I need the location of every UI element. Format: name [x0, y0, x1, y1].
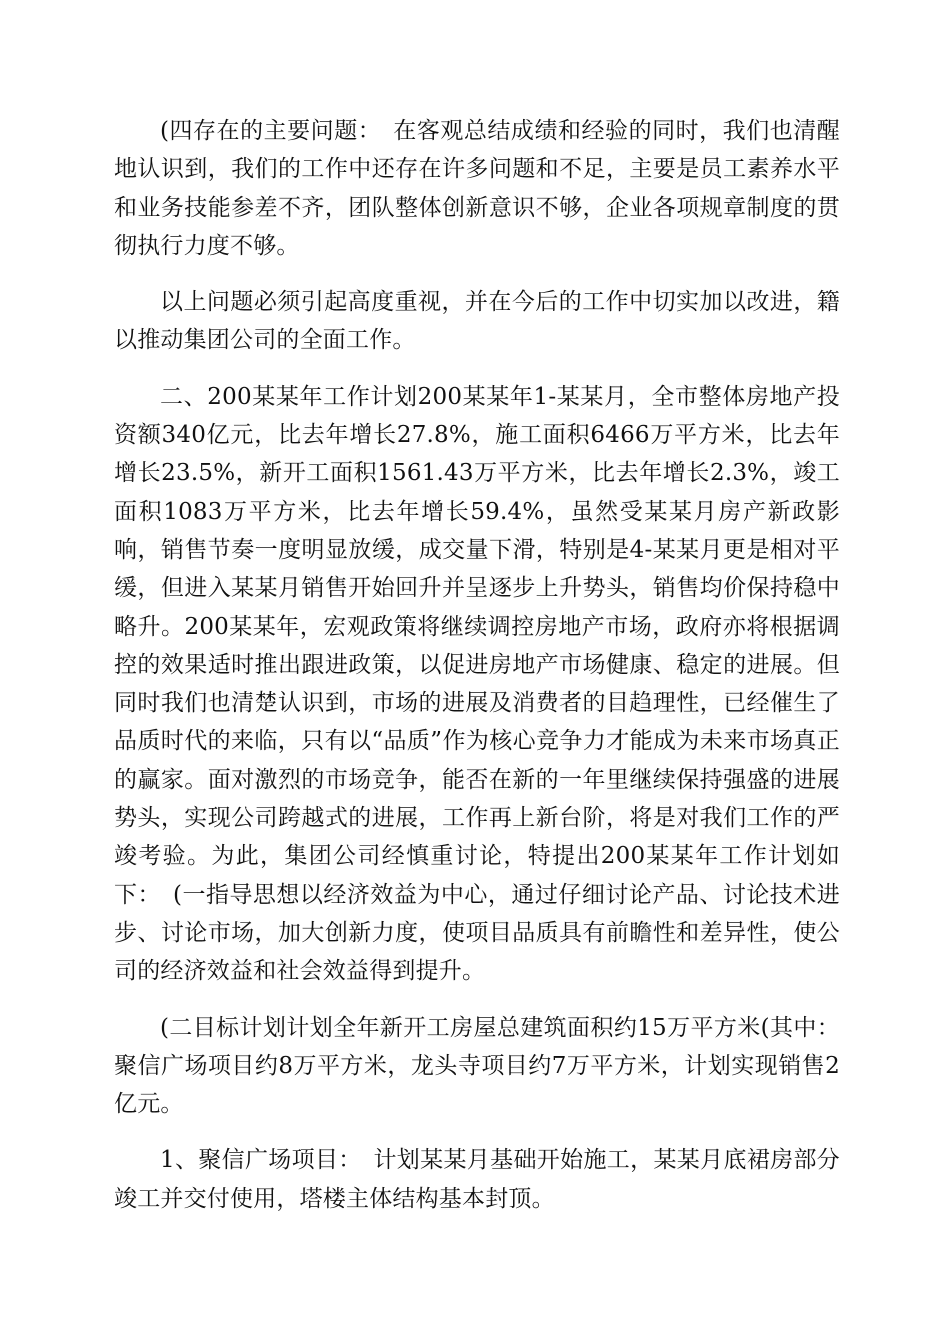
paragraph-existing-problems: (四存在的主要问题： 在客观总结成绩和经验的同时，我们也清醒地认识到，我们的工作中还存在许多问题和不足，主要是员工素养水平和业务技能参差不齐，团队整体创新意识不够，企业各项规章制度的贯彻执行力度不够。: [114, 118, 840, 259]
paragraph-work-plan: 二、200某某年工作计划200某某年1-某某月，全市整体房地产投资额340亿元，比去年增长27.8%，施工面积6466万平方米，比去年增长23.5%，新开工面积1561.43万平方米，比去年增长2.3%，竣工面积1083万平方米，比去年增长59.4%，虽然受某某月房产新政影响，销售节奏一度明显放缓，成交量下滑，特别是4-某某月更是相对平缓，但进入某某月销售开始回升并呈逐步上升势头，销售均价保持稳中略升。200某某年，宏观政策将继续调控房地产市场，政府亦将根据调控的效果适时推出跟进政策，以促进房地产市场健康、稳定的进展。但同时我们也清楚认识到，市场的进展及消费者的目趋理性，已经催生了品质时代的来临，只有以“品质”作为核心竞争力才能成为未来市场真正的赢家。面对激烈的市场竞争，能否在新的一年里继续保持强盛的进展势头，实现公司跨越式的进展，工作再上新台阶，将是对我们工作的严竣考验。为此，集团公司经慎重讨论，特提出200某某年工作计划如下： (一指导思想以经济效益为中心，通过仔细讨论产品、讨论技术进步、讨论市场，加大创新力度，使项目品质具有前瞻性和差异性，使公司的经济效益和社会效益得到提升。: [114, 383, 840, 985]
paragraph-improvement-note: 以上问题必须引起高度重视，并在今后的工作中切实加以改进，籍以推动集团公司的全面工作。: [114, 289, 840, 354]
document-body: [114, 112, 840, 1236]
paragraph-target-plan: (二目标计划计划全年新开工房屋总建筑面积约15万平方米(其中：聚信广场项目约8万平方米，龙头寺项目约7万平方米，计划实现销售2亿元。: [114, 1014, 840, 1118]
paragraph-project-plaza: 1、聚信广场项目： 计划某某月基础开始施工，某某月底裙房部分竣工并交付使用，塔楼主体结构基本封顶。: [114, 1147, 840, 1212]
